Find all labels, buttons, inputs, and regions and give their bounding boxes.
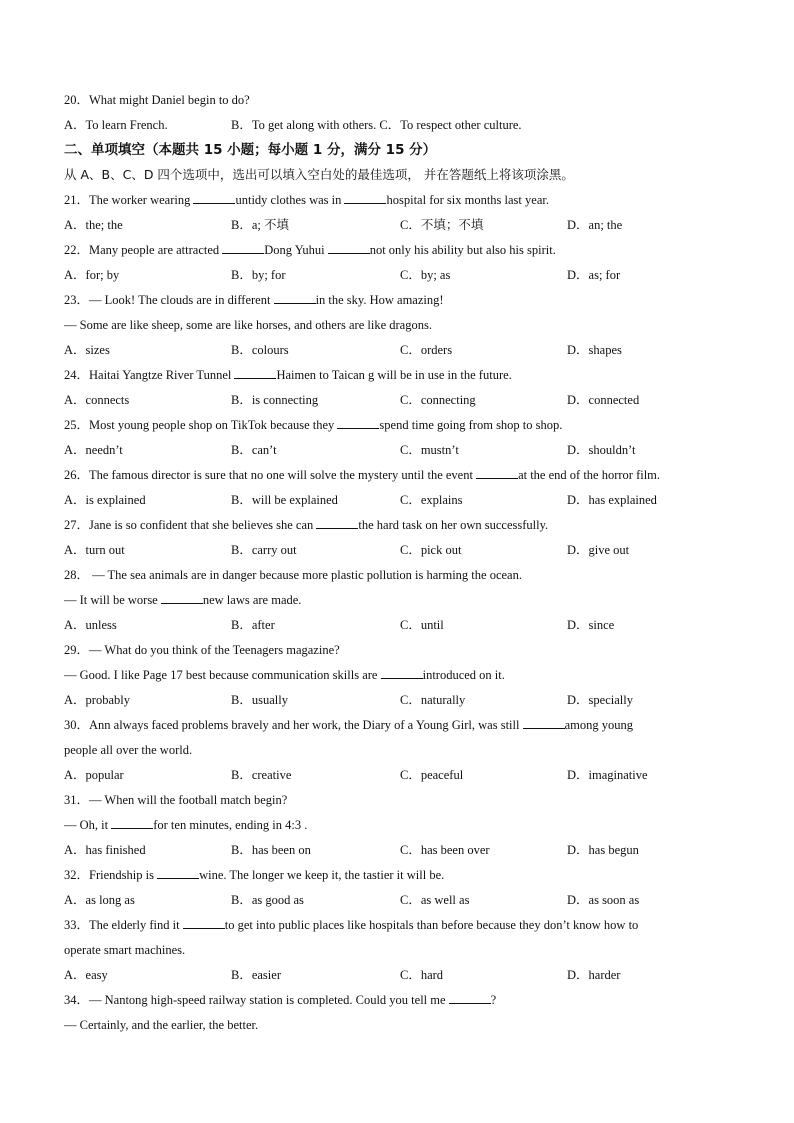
option-d: D．specially: [567, 693, 633, 707]
option-a: A．as long as: [64, 893, 135, 907]
option-a: A．connects: [64, 393, 130, 407]
question-text: ?: [490, 993, 497, 1007]
question-23-options: [64, 340, 744, 360]
answer-blank: [234, 366, 276, 379]
question-24-line-1: [64, 365, 744, 385]
question-text: 21．The worker wearing: [64, 193, 194, 207]
question-33-line-2: [64, 940, 744, 960]
question-text: for ten minutes, ending in 4:3 .: [153, 818, 308, 832]
question-29-line-1: [64, 640, 744, 660]
question-text: 34．— Nantong high-speed railway station is completed. Could you tell me: [64, 993, 449, 1007]
option-a: A．easy: [64, 968, 108, 982]
option-b: B．a; 不填: [231, 218, 289, 232]
option-c: C．pick out: [400, 543, 462, 557]
question-text: — It will be worse: [64, 593, 161, 607]
question-22-line-1: [64, 240, 744, 260]
question-32-options: [64, 890, 744, 910]
question-text: — Oh, it: [64, 818, 112, 832]
question-text: people all over the world.: [64, 743, 193, 757]
option-d: D．since: [567, 618, 615, 632]
option-d: D．as soon as: [567, 893, 640, 907]
option-d: D．has explained: [567, 493, 657, 507]
question-text: 25．Most young people shop on TikTok because they: [64, 418, 338, 432]
option-c: C．as well as: [400, 893, 470, 907]
option-c: C．hard: [400, 968, 444, 982]
question-text: introduced on it.: [422, 668, 505, 682]
question-34-line-1: [64, 990, 744, 1010]
question-text: hospital for six months last year.: [386, 193, 549, 207]
question-28-line-1: [64, 565, 744, 585]
option-d: D．connected: [567, 393, 640, 407]
question-text: 30．Ann always faced problems bravely and her work, the Diary of a Young Girl, was still: [64, 718, 523, 732]
question-31-line-2: [64, 815, 744, 835]
option-a: A．the; the: [64, 218, 123, 232]
option-d: D．harder: [567, 968, 621, 982]
q20-option-a: A．To learn French.: [64, 118, 168, 132]
question-text: to get into public places like hospitals than before because they don’t know how to: [224, 918, 639, 932]
answer-blank: [523, 716, 565, 729]
option-b: B．has been on: [231, 843, 311, 857]
question-31-options: [64, 840, 744, 860]
answer-blank: [183, 916, 225, 929]
option-b: B．creative: [231, 768, 292, 782]
question-26-options: [64, 490, 744, 510]
question-text: wine. The longer we keep it, the tastier it will be.: [199, 868, 445, 882]
option-c: C．naturally: [400, 693, 466, 707]
question-28-options: [64, 615, 744, 635]
option-a: A．popular: [64, 768, 124, 782]
question-text: operate smart machines.: [64, 943, 186, 957]
option-b: B．can’t: [231, 443, 277, 457]
question-text: the hard task on her own successfully.: [358, 518, 549, 532]
question-23-line-1: [64, 290, 744, 310]
question-text: — Good. I like Page 17 best because communication skills are: [64, 668, 381, 682]
option-b: B．as good as: [231, 893, 304, 907]
question-text: 27．Jane is so confident that she believes she can: [64, 518, 317, 532]
option-a: A．needn’t: [64, 443, 123, 457]
question-text: 33．The elderly find it: [64, 918, 183, 932]
question-text: 29．— What do you think of the Teenagers magazine?: [64, 643, 340, 657]
option-d: D．has begun: [567, 843, 639, 857]
question-22-options: [64, 265, 744, 285]
question-25-line-1: [64, 415, 744, 435]
question-text: not only his ability but also his spirit.: [369, 243, 556, 257]
question-text: 31．— When will the football match begin?: [64, 793, 288, 807]
question-23-line-2: [64, 315, 744, 335]
option-a: A．for; by: [64, 268, 120, 282]
question-20-options: [64, 115, 744, 135]
question-24-options: [64, 390, 744, 410]
question-text: — Some are like sheep, some are like horses, and others are like dragons.: [64, 318, 432, 332]
question-25-options: [64, 440, 744, 460]
option-d: D．shapes: [567, 343, 622, 357]
question-text: 24．Haitai Yangtze River Tunnel: [64, 368, 235, 382]
option-b: B．usually: [231, 693, 288, 707]
option-b: B．after: [231, 618, 275, 632]
option-d: D．as; for: [567, 268, 621, 282]
option-b: B．carry out: [231, 543, 297, 557]
question-30-line-1: [64, 715, 744, 735]
question-text: 22．Many people are attracted: [64, 243, 223, 257]
option-b: B．easier: [231, 968, 281, 982]
answer-blank: [328, 241, 370, 254]
answer-blank: [222, 241, 264, 254]
option-a: A．is explained: [64, 493, 146, 507]
option-b: B．is connecting: [231, 393, 319, 407]
question-text: Dong Yuhui: [264, 243, 328, 257]
section-instruction: 从 A、B、C、D 四个选项中，选出可以填入空白处的最佳选项， 并在答题纸上将该项涂黑。: [64, 167, 574, 182]
answer-blank: [274, 291, 316, 304]
question-30-options: [64, 765, 744, 785]
option-d: D．imaginative: [567, 768, 648, 782]
question-text: 28． — The sea animals are in danger because more plastic pollution is harming the ocean.: [64, 568, 522, 582]
question-29-options: [64, 690, 744, 710]
option-c: C．connecting: [400, 393, 476, 407]
question-20-stem: 20．What might Daniel begin to do?: [64, 93, 250, 107]
section-title: 二、单项填空（本题共 15 小题；每小题 1 分，满分 15 分）: [64, 142, 437, 158]
option-c: C．explains: [400, 493, 463, 507]
option-b: B．by; for: [231, 268, 286, 282]
question-27-line-1: [64, 515, 744, 535]
question-text: 23．— Look! The clouds are in different: [64, 293, 274, 307]
question-text: 32．Friendship is: [64, 868, 158, 882]
option-d: D．shouldn’t: [567, 443, 636, 457]
option-b: B．will be explained: [231, 493, 338, 507]
question-33-options: [64, 965, 744, 985]
answer-blank: [476, 466, 518, 479]
question-33-line-1: [64, 915, 744, 935]
question-26-line-1: [64, 465, 744, 485]
option-c: C．mustn’t: [400, 443, 459, 457]
answer-blank: [344, 191, 386, 204]
option-c: C．不填；不填: [400, 218, 484, 232]
question-text: 26．The famous director is sure that no one will solve the mystery until the event: [64, 468, 477, 482]
answer-blank: [193, 191, 235, 204]
question-27-options: [64, 540, 744, 560]
answer-blank: [161, 591, 203, 604]
question-34-line-2: [64, 1015, 744, 1035]
option-c: C．orders: [400, 343, 453, 357]
option-a: A．probably: [64, 693, 130, 707]
q20-option-b: B．To get along with others. C．To respect other culture.: [231, 118, 522, 132]
option-a: A．turn out: [64, 543, 125, 557]
question-29-line-2: [64, 665, 744, 685]
question-31-line-1: [64, 790, 744, 810]
question-21-line-1: [64, 190, 744, 210]
question-text: untidy clothes was in: [235, 193, 345, 207]
question-32-line-1: [64, 865, 744, 885]
question-text: among young: [564, 718, 633, 732]
option-c: C．by; as: [400, 268, 451, 282]
option-d: D．give out: [567, 543, 630, 557]
option-a: A．has finished: [64, 843, 146, 857]
answer-blank: [381, 666, 423, 679]
question-text: new laws are made.: [202, 593, 302, 607]
question-text: in the sky. How amazing!: [315, 293, 444, 307]
answer-blank: [449, 991, 491, 1004]
question-text: at the end of the horror film.: [518, 468, 661, 482]
question-text: — Certainly, and the earlier, the better.: [64, 1018, 259, 1032]
answer-blank: [316, 516, 358, 529]
answer-blank: [157, 866, 199, 879]
option-d: D．an; the: [567, 218, 623, 232]
question-28-line-2: [64, 590, 744, 610]
option-a: A．unless: [64, 618, 117, 632]
question-text: spend time going from shop to shop.: [379, 418, 563, 432]
option-a: A．sizes: [64, 343, 110, 357]
question-text: Haimen to Taican g will be in use in the future.: [276, 368, 512, 382]
question-21-options: [64, 215, 744, 235]
option-c: C．peaceful: [400, 768, 464, 782]
answer-blank: [111, 816, 153, 829]
option-b: B．colours: [231, 343, 289, 357]
option-c: C．until: [400, 618, 444, 632]
option-c: C．has been over: [400, 843, 490, 857]
question-30-line-2: [64, 740, 744, 760]
answer-blank: [337, 416, 379, 429]
